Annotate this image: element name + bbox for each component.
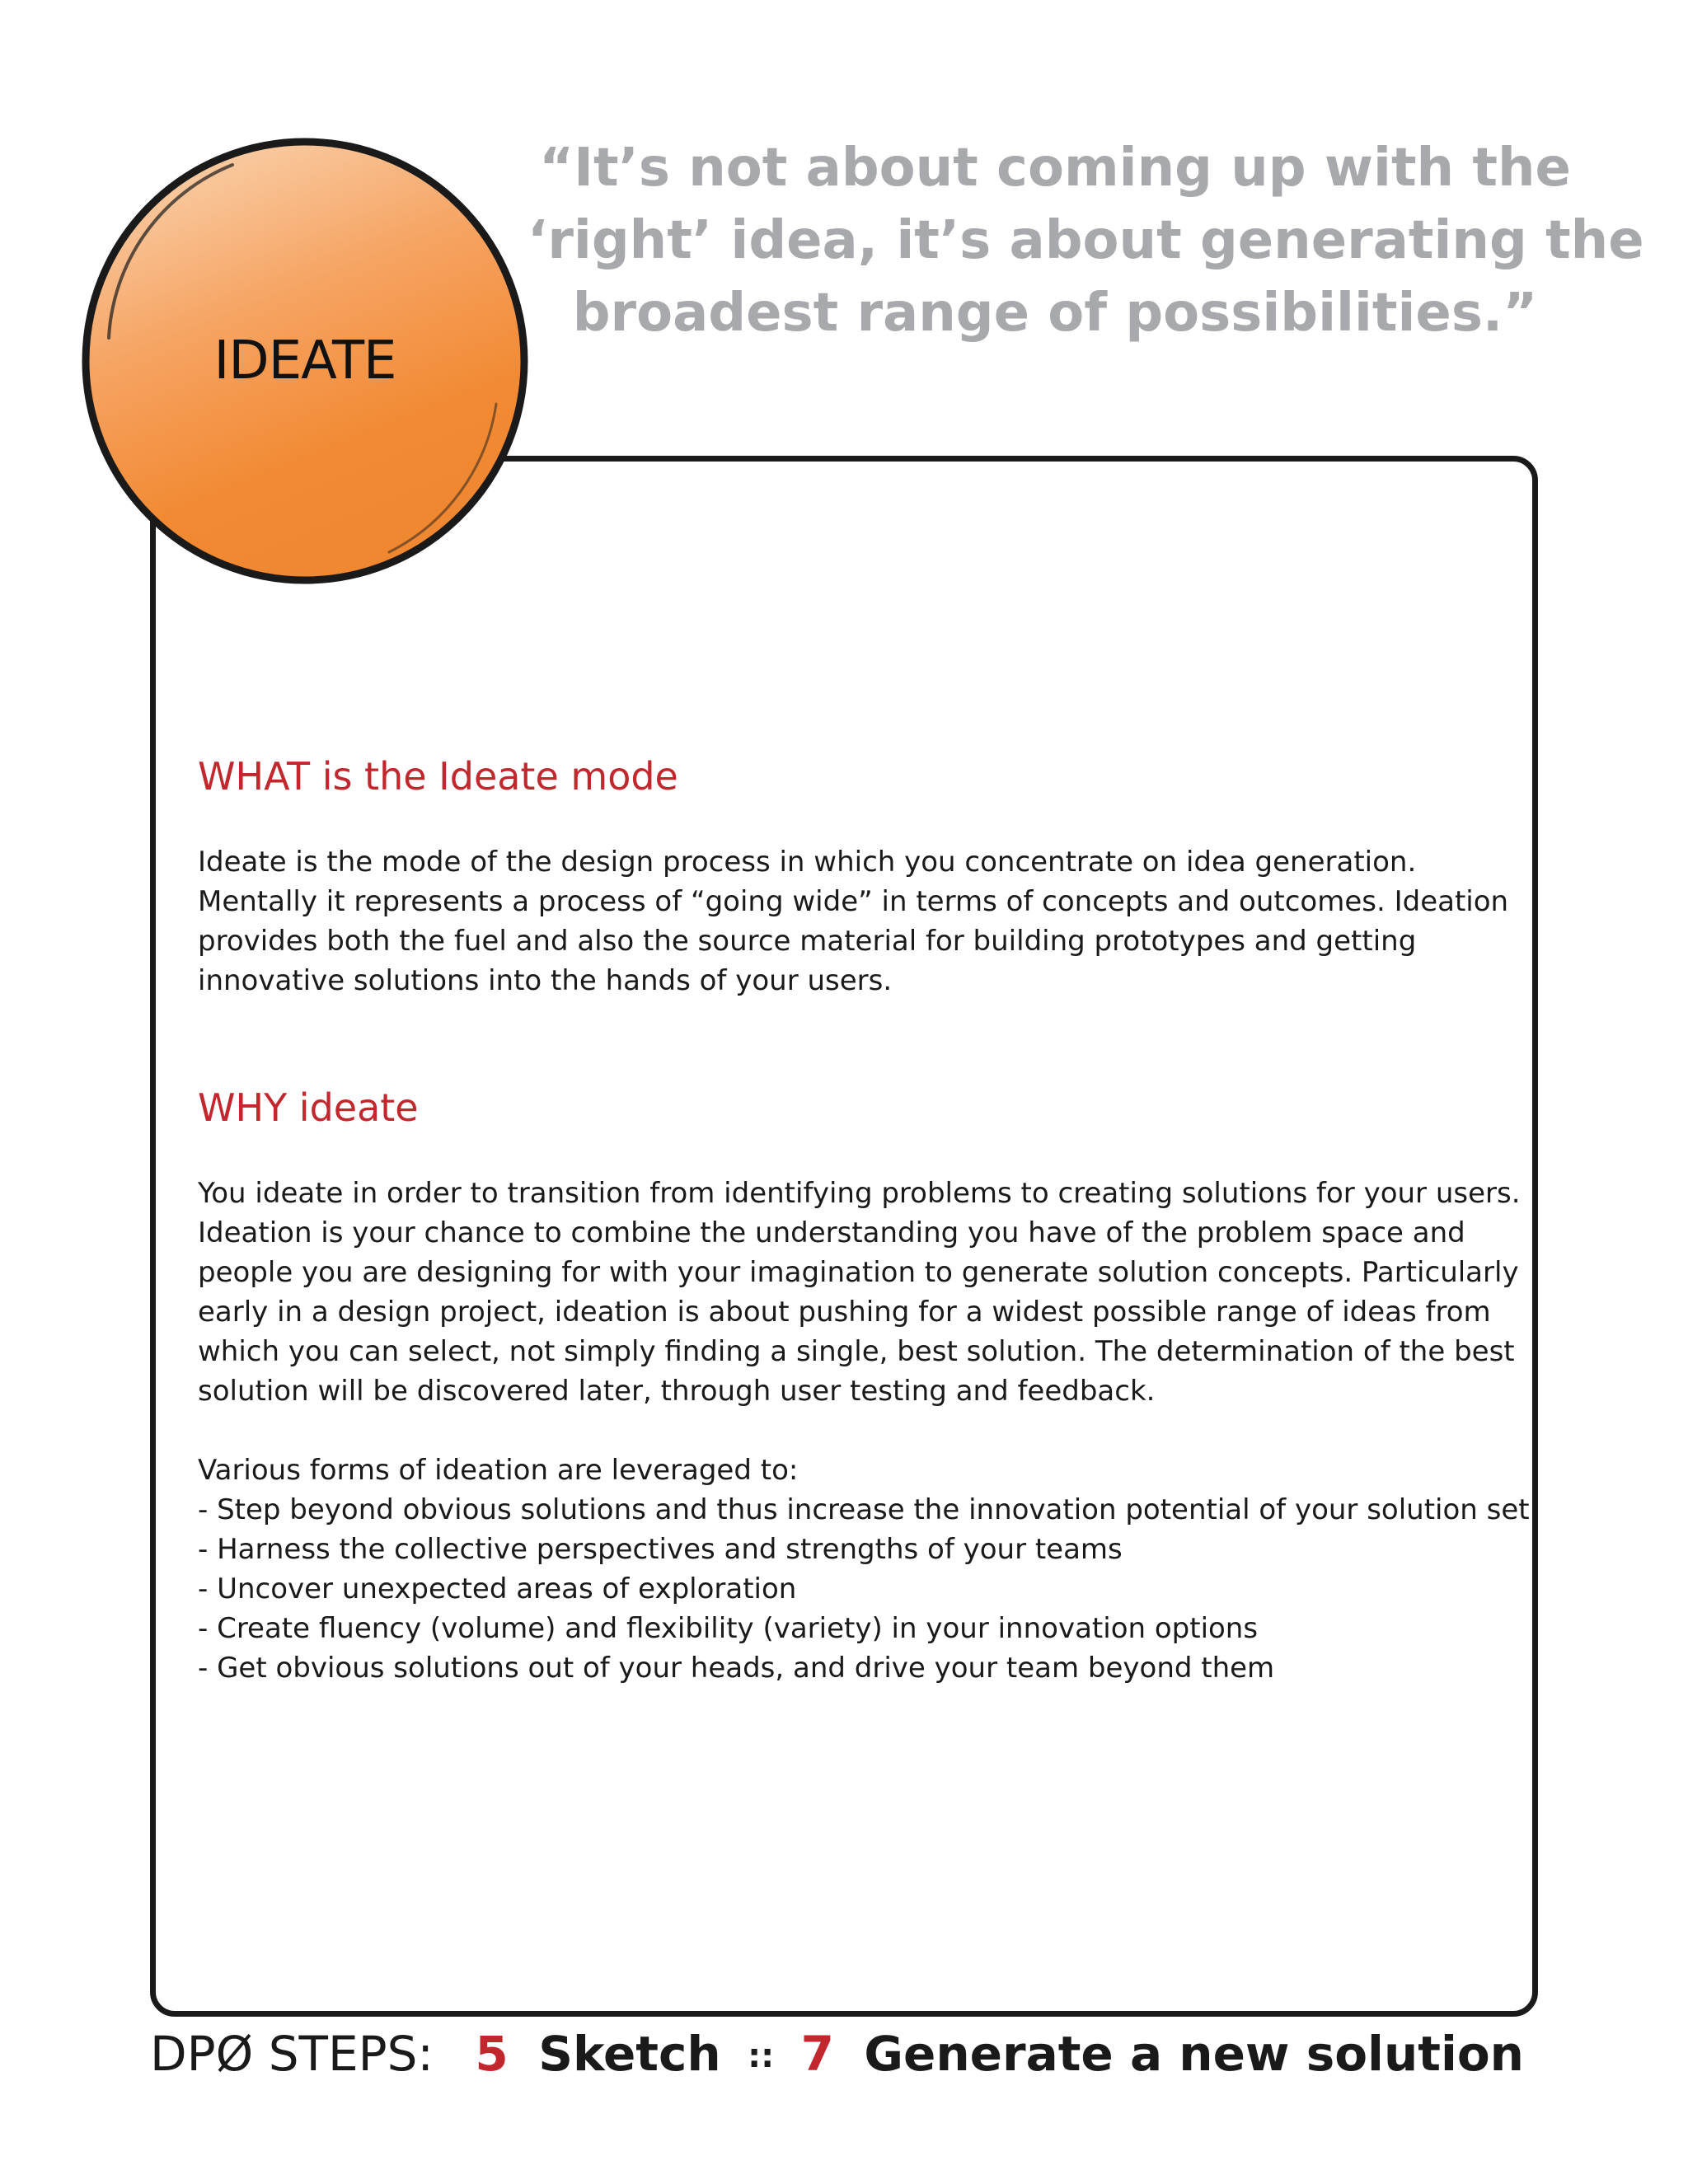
what-line: innovative solutions into the hands of your users. <box>198 964 893 997</box>
quote-line-3: broadest range of possibilities.” <box>572 283 1538 344</box>
footer-prefix: DPØ STEPS: <box>150 2026 434 2082</box>
list-item: - Uncover unexpected areas of exploration <box>198 1572 797 1605</box>
quote-line-2: ‘right’ idea, it’s about generating the <box>528 210 1644 271</box>
list-item: - Create fluency (volume) and flexibility (variety) in your innovation options <box>198 1612 1259 1645</box>
step-number: 5 <box>475 2026 509 2082</box>
step-label: Generate a new solution <box>864 2026 1524 2082</box>
why-line: Ideation is your chance to combine the understanding you have of the problem space and <box>198 1216 1465 1249</box>
what-line: provides both the fuel and also the source material for building prototypes and getting <box>198 925 1417 958</box>
steps-footer <box>150 2021 1524 2087</box>
list-intro: Various forms of ideation are leveraged to: <box>198 1454 799 1487</box>
quote-line-1: “It’s not about coming up with the <box>539 138 1571 199</box>
badge-label: IDEATE <box>213 330 396 391</box>
why-line: people you are designing for with your imagination to generate solution concepts. Particularly <box>198 1256 1519 1289</box>
step-number: 7 <box>800 2026 834 2082</box>
why-paragraph <box>198 1174 1533 1411</box>
step-label: Sketch <box>538 2026 721 2082</box>
list-item: - Get obvious solutions out of your heads, and drive your team beyond them <box>198 1652 1275 1685</box>
why-line: early in a design project, ideation is about pushing for a widest possible range of ideas from <box>198 1296 1491 1329</box>
what-paragraph <box>198 842 1533 1001</box>
why-list <box>198 1451 1533 1688</box>
what-heading: WHAT is the Ideate mode <box>198 754 678 799</box>
header-quote <box>528 132 1644 349</box>
list-item: - Harness the collective perspectives and strengths of your teams <box>198 1533 1123 1566</box>
footer-separator: :: <box>748 2037 775 2075</box>
what-line: Mentally it represents a process of “going wide” in terms of concepts and outcomes. Ideation <box>198 885 1509 918</box>
why-line: which you can select, not simply finding a single, best solution. The determination of the best <box>198 1335 1515 1368</box>
why-heading: WHY ideate <box>198 1085 419 1130</box>
what-line: Ideate is the mode of the design process in which you concentrate on idea generation. <box>198 846 1417 879</box>
why-line: You ideate in order to transition from identifying problems to creating solutions for your users. <box>198 1177 1521 1210</box>
why-line: solution will be discovered later, through user testing and feedback. <box>198 1375 1156 1408</box>
mode-badge <box>76 132 534 590</box>
list-item: - Step beyond obvious solutions and thus increase the innovation potential of your solution set <box>198 1493 1530 1526</box>
